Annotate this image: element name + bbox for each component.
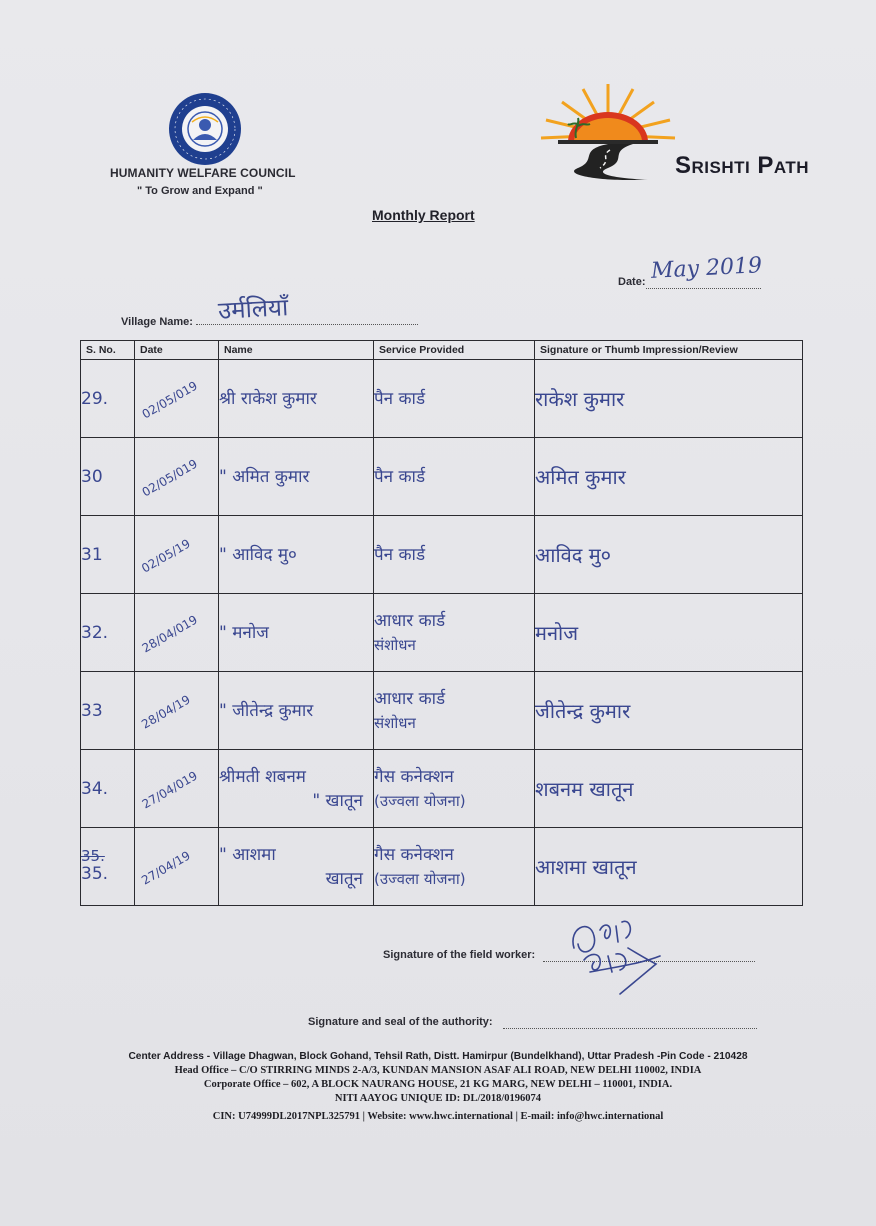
cell-service: पैन कार्ड [374,516,535,594]
cell-signature: आविद मु० [535,516,803,594]
cell-sno: 30 [81,438,135,516]
cell-date: 27/04/019 [135,750,219,828]
cell-sno-struck: 35. [81,847,105,865]
cell-name: " जीतेन्द्र कुमार [219,672,374,750]
cell-name: " आशमा खातून [219,828,374,906]
cell-name-line2: " खातून [312,790,363,811]
date-value: May 2019 [650,253,763,284]
footer [0,1050,876,1124]
cell-signature: आशमा खातून [535,828,803,906]
col-header-service: Service Provided [374,341,535,360]
cell-date: 28/04/19 [135,672,219,750]
authority-signature-line [503,1028,757,1029]
cell-date: 02/05/019 [135,360,219,438]
table-header-row [81,341,803,360]
table-row [81,594,803,672]
cell-sno: 33 [81,672,135,750]
cell-name: श्री राकेश कुमार [219,360,374,438]
col-header-date: Date [135,341,219,360]
field-worker-signature-mark [560,908,670,998]
col-header-sno: S. No. [81,341,135,360]
table-row [81,828,803,906]
cell-service-line2: (उज्वला योजना) [374,869,466,888]
footer-head-office: Head Office – C/O STIRRING MINDS 2-A/3, KUNDAN MANSION ASAF ALI ROAD, NEW DELHI 110002, INDIA [174,1065,702,1076]
report-table [80,340,803,906]
table-row [81,438,803,516]
cell-service: आधार कार्ड संशोधन [374,594,535,672]
village-line [196,324,418,325]
footer-cin-contact: CIN: U74999DL2017NPL325791 | Website: www.hwc.international | E-mail: info@hwc.international [212,1111,664,1122]
footer-corporate-office: Corporate Office – 602, A BLOCK NAURANG HOUSE, 21 KG MARG, NEW DELHI – 110001, INDIA. [203,1079,673,1090]
date-label: Date: [618,276,646,288]
col-header-name: Name [219,341,374,360]
hwc-logo [168,92,242,166]
footer-center-address: Center Address - Village Dhagwan, Block Gohand, Tehsil Rath, Distt. Hamirpur (Bundelkhand), Uttar Pradesh -Pin Code - 210428 [128,1051,748,1062]
village-value: उर्मलियाँ [217,293,289,325]
table-row [81,672,803,750]
cell-service: आधार कार्ड संशोधन [374,672,535,750]
cell-signature: जीतेन्द्र कुमार [535,672,803,750]
cell-sno: 35. 35. [81,828,135,906]
cell-date: 27/04/19 [135,828,219,906]
authority-signature-label: Signature and seal of the authority: [308,1016,493,1028]
cell-sno: 29. [81,360,135,438]
cell-sno: 32. [81,594,135,672]
cell-signature: राकेश कुमार [535,360,803,438]
cell-sno: 34. [81,750,135,828]
cell-signature: अमित कुमार [535,438,803,516]
cell-service: पैन कार्ड [374,360,535,438]
cell-service: गैस कनेक्शन (उज्वला योजना) [374,828,535,906]
cell-service: गैस कनेक्शन (उज्वला योजना) [374,750,535,828]
cell-name: " अमित कुमार [219,438,374,516]
cell-date: 28/04/019 [135,594,219,672]
cell-date: 02/05/19 [135,516,219,594]
partner-name: Srishti Path [675,152,810,179]
cell-service: पैन कार्ड [374,438,535,516]
table-row [81,360,803,438]
org-name: HUMANITY WELFARE COUNCIL [110,166,296,180]
report-title: Monthly Report [372,207,475,223]
table-row [81,750,803,828]
cell-name-line2: खातून [325,868,363,889]
village-label: Village Name: [121,316,193,328]
cell-service-line2: संशोधन [374,713,416,732]
srishti-path-logo [538,80,678,185]
date-line [646,288,761,289]
footer-niti-id: NITI AAYOG UNIQUE ID: DL/2018/0196074 [334,1093,542,1104]
org-tagline: " To Grow and Expand " [137,185,263,197]
cell-sno: 31 [81,516,135,594]
field-worker-signature-label: Signature of the field worker: [383,949,536,961]
cell-service-line2: संशोधन [374,635,416,654]
cell-name: " मनोज [219,594,374,672]
cell-signature: शबनम खातून [535,750,803,828]
cell-signature: मनोज [535,594,803,672]
cell-name: " आविद मु० [219,516,374,594]
cell-name: श्रीमती शबनम " खातून [219,750,374,828]
col-header-signature: Signature or Thumb Impression/Review [535,341,803,360]
table-row [81,516,803,594]
cell-date: 02/05/019 [135,438,219,516]
cell-service-line2: (उज्वला योजना) [374,791,466,810]
